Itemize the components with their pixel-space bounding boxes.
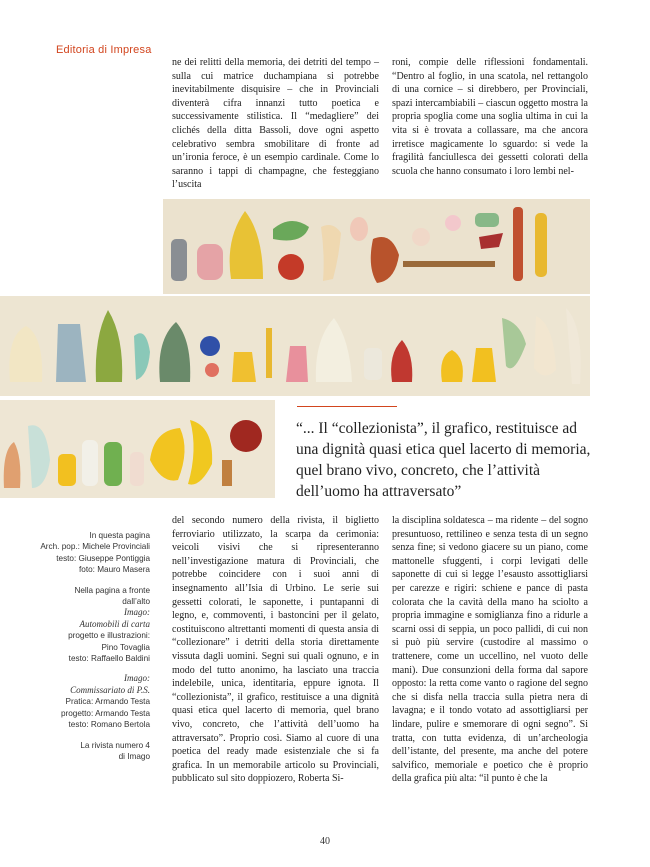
credit-line: Pratica: Armando Testa [65, 697, 150, 707]
credit-line: dall’alto [122, 597, 150, 607]
photo-objects-3 [0, 400, 275, 498]
photo-collection-strip-1 [163, 199, 590, 294]
credits-block-facing-page-2 [40, 673, 150, 730]
body-paragraph: roni, compie delle riflessioni fondamentali. “Dentro al foglio, in una scatola, nel rettangolo di una cornice – si direbbero, per Provinciali, spazi intercambiabili – ciascun oggetto mostra la propria spoglia come una soglia ultima in cui la vita si è trovata a collassare, ma che ancora irretisce magicamente lo sguardo: si vede la fragilità fanciullesca dei gessetti coloratì della scuola che hanno consumato i loro lembi nel- [392, 57, 588, 177]
credit-title: Imago: [124, 673, 150, 684]
credit-title: Imago: [124, 607, 150, 618]
body-column-top-left [172, 56, 379, 192]
credit-title: Automobili di carta [79, 618, 150, 629]
body-column-top-right [392, 56, 588, 178]
body-paragraph: ne dei relitti della memoria, dei detriti del tempo – sulla cui matrice duchampiana si potrebbe inevitabilmente disquisire – che in Provinciali diventerà cifra innanzi tutto poetica e successivamente stilistica. Il “medagliere” dei clichés della ditta Bassoli, dove ogni aspetto celebrativo sembra smobilitare di fronte ad un’ironia feroce, è un esempio cardinale. Come lo saranno i tappi di champagne, che festeggiano l’uscita [172, 57, 379, 191]
body-column-bottom-left [172, 514, 379, 786]
credit-line: progetto e illustrazioni: [68, 631, 150, 641]
photo-collection-strip-2 [0, 296, 590, 396]
credit-line: Arch. pop.: Michele Provinciali [40, 542, 150, 552]
credits-block-magazine [40, 740, 150, 763]
credit-line: testo: Romano Bertola [68, 720, 150, 730]
pull-quote: “... Il “collezionista”, il grafico, restituisce ad una dignità quasi etica quel lacerto di memoria, quel brano vivo, concreto, che l’attività dell’uomo ha attraversato” [296, 420, 591, 500]
credits-block-facing-page [40, 585, 150, 665]
credit-line: progetto: Armando Testa [60, 708, 150, 718]
body-paragraph: la disciplina soldatesca – ma ridente – del sogno presuntuoso, rettilineo e senza testa di un segno senza fine; si vedono giacere su un piano, come mattonelle sfuggenti, i corpi levigati delle saponette di cui si legge l’esausto assottigliarsi per carezze e rigiri: schiene e pance di pasta colorata che la cavità della mano ha sciolto a propria immagine e somiglianza fino a ridurle a scarni ossi di seppia, un poco pallidi, di cui non si può più servire (custodire al massimo o trattenere, come un uccellino, nel vuoto delle mani). Due consunzioni della forma dal sapore opposto: la retta come vanto o ragione del segno che si disfa nella traccia sulla pietra nera di lavagna; e il tondo votato ad assottigliarsi per lindare, pulire e smemorare di ogni segno”. Si tratta, con tutta evidenza, di un’archeologia dell’istante, del presente, ma anche del potere salvifico, memoriale e poetico che è proprio della grafica più alta: “il punto è che la [392, 515, 588, 785]
section-title: Editoria di Impresa [56, 44, 152, 56]
credits-block-this-page [40, 530, 150, 576]
photo-objects-1 [163, 199, 590, 294]
photo-collection-strip-3 [0, 400, 275, 498]
page-number: 40 [320, 836, 330, 847]
credit-line: di Imago [118, 751, 150, 761]
credit-line: Pino Tovaglia [101, 642, 150, 652]
body-paragraph: del secondo numero della rivista, il biglietto ferroviario utilizzato, la scarpa da cerimonia: veicoli visivi che si ripresenteranno nell’investigazione matura di Provinciali, che potrebbe coincidere con i suoi anni di insegnamento all’Isia di Urbino. Le serie sui gessetti colorati, le saponette, i puntapanni di legno, e, commoventi, i bastoncini per il gelato, costituiscono altrettanti momenti di questa ansia di “collezionare” i detriti della storia direttamente vissuta dagli uomini. Segni sui quali ognuno, e in modo del tutto anonimo, ha lasciato una traccia indelebile, unica, identitaria, eppure ignota. Il “collezionista”, il grafico, restituisce a una dignità quasi etica quel lacerto di memoria, quel brano vivo, concreto, che l’attività dell’uomo ha attraversato”. Proprio così. Siamo al cuore di una poetica del ready made esistenziale che si fa grafica. In un memorabile articolo su Provinciali, pubblicato sul sito doppiozero, Roberta Si- [172, 515, 379, 785]
photo-credits-sidebar [40, 530, 150, 771]
quote-rule [297, 406, 397, 407]
credit-line: In questa pagina [89, 531, 150, 540]
credit-line: testo: Raffaello Baldini [68, 654, 150, 664]
credit-line: La rivista numero 4 [80, 740, 150, 750]
credit-line: testo: Giuseppe Pontiggia [56, 553, 150, 563]
credit-line: Nella pagina a fronte [74, 585, 150, 595]
credit-title: Commissariato di P.S. [70, 684, 150, 695]
body-column-bottom-right [392, 514, 588, 786]
credit-line: foto: Mauro Masera [79, 565, 150, 575]
photo-objects-2 [0, 296, 590, 396]
